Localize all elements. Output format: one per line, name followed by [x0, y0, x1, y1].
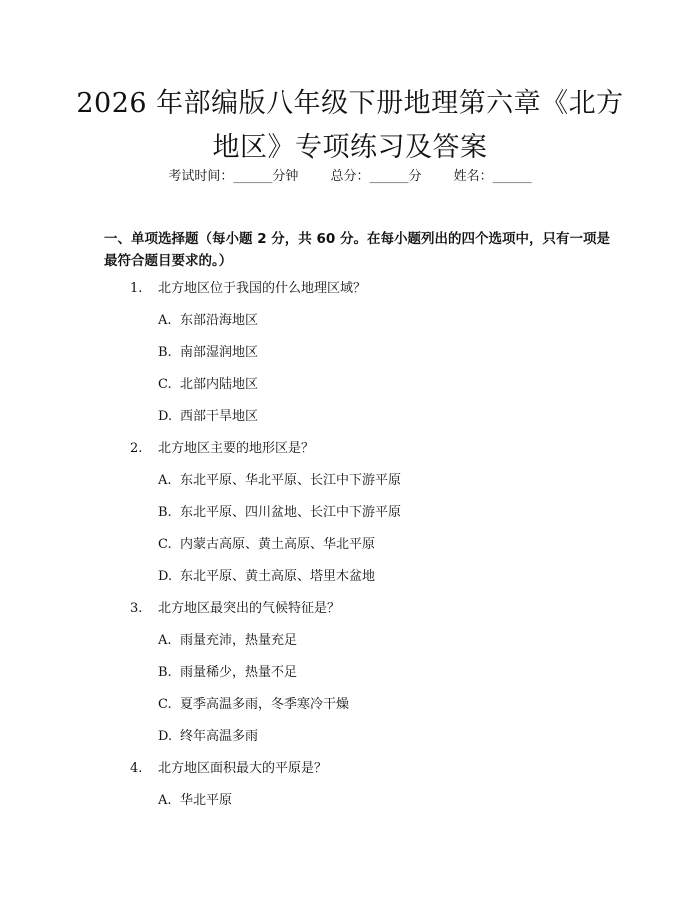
- option-text: 东部沿海地区: [180, 313, 259, 328]
- option-letter: A.: [158, 473, 172, 488]
- answer-option: [0, 471, 700, 503]
- option-text: 南部湿润地区: [180, 345, 259, 360]
- answer-option: [0, 343, 700, 375]
- option-text: 雨量充沛，热量充足: [180, 633, 298, 648]
- answer-option: [0, 727, 700, 759]
- option-letter: C.: [158, 697, 172, 712]
- option-letter: B.: [158, 345, 172, 360]
- option-letter: D.: [158, 569, 173, 584]
- section-heading: 一、单项选择题（每小题 2 分，共 60 分。在每小题列出的四个选项中，只有一项是最符合题目要求的。）: [104, 231, 610, 269]
- option-text: 东北平原、华北平原、长江中下游平原: [180, 473, 402, 488]
- question-item: [0, 599, 700, 631]
- option-letter: C.: [158, 537, 172, 552]
- option-letter: D.: [158, 409, 173, 424]
- option-text: 东北平原、黄土高原、塔里木盆地: [180, 569, 376, 584]
- option-letter: C.: [158, 377, 172, 392]
- title-line-1: 2026 年部编版八年级下册地理第六章《北方: [76, 88, 624, 119]
- answer-option: [0, 407, 700, 439]
- question-item: [0, 279, 700, 311]
- option-text: 雨量稀少，热量不足: [180, 665, 298, 680]
- option-text: 西部干旱地区: [180, 409, 259, 424]
- question-item: [0, 439, 700, 471]
- option-text: 终年高温多雨: [180, 729, 259, 744]
- option-letter: D.: [158, 729, 173, 744]
- answer-option: [0, 375, 700, 407]
- answer-option: [0, 695, 700, 727]
- question-list: [0, 279, 700, 823]
- option-text: 内蒙古高原、黄土高原、华北平原: [180, 537, 376, 552]
- answer-option: [0, 535, 700, 567]
- option-text: 北部内陆地区: [180, 377, 259, 392]
- total-score-field: 总分：______分: [330, 169, 422, 184]
- question-number: 4.: [130, 761, 143, 776]
- question-number: 1.: [130, 281, 143, 296]
- document-title: [60, 82, 640, 170]
- option-letter: A.: [158, 793, 172, 808]
- answer-option: [0, 567, 700, 599]
- answer-option: [0, 503, 700, 535]
- option-text: 东北平原、四川盆地、长江中下游平原: [180, 505, 402, 520]
- question-text: 北方地区面积最大的平原是？: [158, 761, 328, 776]
- option-letter: A.: [158, 633, 172, 648]
- answer-option: [0, 791, 700, 823]
- answer-option: [0, 663, 700, 695]
- option-letter: B.: [158, 665, 172, 680]
- exam-meta: [0, 167, 700, 187]
- question-number: 2.: [130, 441, 143, 456]
- answer-option: [0, 631, 700, 663]
- question-text: 北方地区位于我国的什么地理区域？: [158, 281, 367, 296]
- answer-option: [0, 311, 700, 343]
- question-text: 北方地区最突出的气候特征是？: [158, 601, 341, 616]
- question-item: [0, 759, 700, 791]
- exam-time-field: 考试时间：______分钟: [168, 169, 299, 184]
- question-number: 3.: [130, 601, 143, 616]
- option-text: 夏季高温多雨，冬季寒冷干燥: [180, 697, 350, 712]
- question-text: 北方地区主要的地形区是？: [158, 441, 315, 456]
- title-line-2: 地区》专项练习及答案: [212, 132, 488, 163]
- student-name-field: 姓名：______: [453, 169, 532, 184]
- option-letter: B.: [158, 505, 172, 520]
- option-letter: A.: [158, 313, 172, 328]
- option-text: 华北平原: [180, 793, 233, 808]
